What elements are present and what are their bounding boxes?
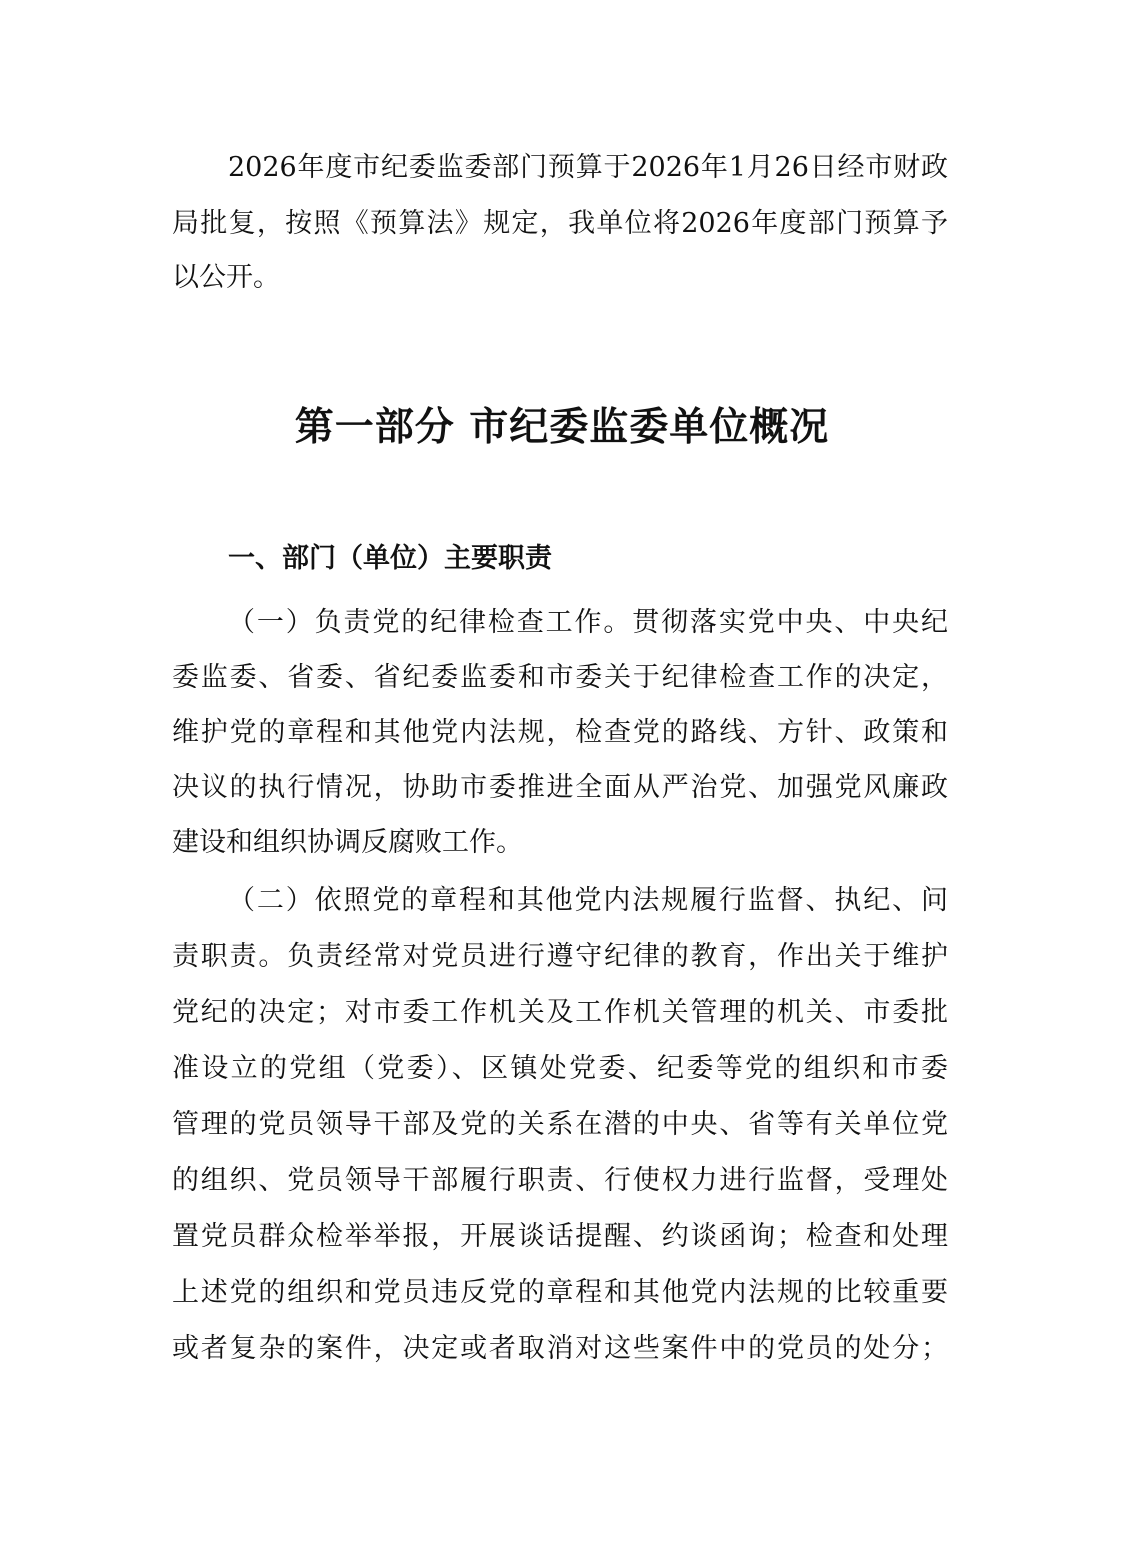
text-line: 准设立的党组（党委）、区镇处党委、纪委等党的组织和市委 [172, 1053, 948, 1084]
text-line: （二）依照党的章程和其他党内法规履行监督、执纪、问 [228, 885, 948, 916]
text-line: 上述党的组织和党员违反党的章程和其他党内法规的比较重要 [172, 1277, 948, 1308]
text-line: 的组织、党员领导干部履行职责、行使权力进行监督，受理处 [172, 1165, 948, 1196]
text-line: 建设和组织协调反腐败工作。 [172, 827, 523, 858]
text-line: 党纪的决定；对市委工作机关及工作机关管理的机关、市委批 [172, 997, 948, 1028]
text-line: 2026年度市纪委监委部门预算于2026年1月26日经市财政 [228, 152, 948, 183]
text-line: 委监委、省委、省纪委监委和市委关于纪律检查工作的决定， [172, 662, 948, 693]
text-line: 管理的党员领导干部及党的关系在潜的中央、省等有关单位党 [172, 1109, 948, 1140]
text-line: 置党员群众检举举报，开展谈话提醒、约谈函询；检查和处理 [172, 1221, 948, 1252]
text-line: 或者复杂的案件，决定或者取消对这些案件中的党员的处分； [172, 1333, 948, 1364]
text-line: 以公开。 [172, 262, 280, 293]
text-line: 责职责。负责经常对党员进行遵守纪律的教育，作出关于维护 [172, 941, 948, 972]
section-heading: 一、部门（单位）主要职责 [228, 543, 552, 574]
part-title: 第一部分 市纪委监委单位概况 [294, 405, 830, 450]
text-line: 决议的执行情况，协助市委推进全面从严治党、加强党风廉政 [172, 772, 948, 803]
text-line: 局批复，按照《预算法》规定，我单位将2026年度部门预算予 [172, 208, 948, 239]
text-line: 维护党的章程和其他党内法规，检查党的路线、方针、政策和 [172, 717, 948, 748]
text-line: （一）负责党的纪律检查工作。贯彻落实党中央、中央纪 [228, 607, 948, 638]
